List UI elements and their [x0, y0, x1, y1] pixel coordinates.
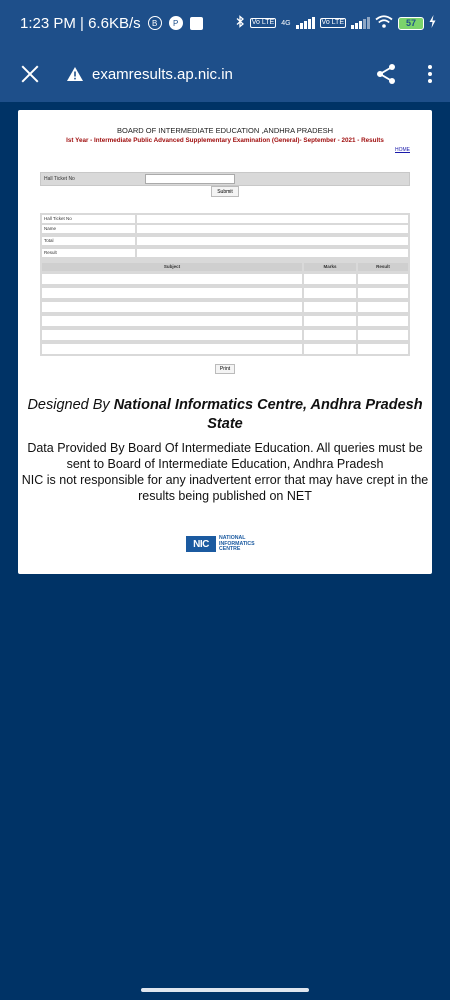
logo-line-1: NATIONAL — [219, 535, 246, 541]
logo-line-3: CENTRE — [219, 546, 241, 552]
browser-toolbar — [0, 46, 450, 102]
status-bar — [0, 0, 450, 46]
info-row — [42, 215, 408, 223]
info-label: Result — [42, 249, 135, 257]
nic-logo — [186, 536, 255, 553]
disclaimer-line-2: NIC is not responsible for any inadvertent error that may have crept in the results being published on NET — [21, 473, 429, 503]
home-link[interactable]: HOME — [395, 147, 410, 153]
result-header: Result — [358, 263, 408, 271]
designed-prefix: Designed By — [27, 397, 114, 413]
status-time: 1:23 PM | 6.6KB/s — [20, 14, 141, 32]
subject-header: Subject — [42, 263, 302, 271]
battery-icon: 57 — [398, 17, 424, 30]
notification-square-icon — [190, 17, 203, 30]
status-left — [20, 15, 203, 32]
bluetooth-icon — [236, 15, 245, 31]
warning-icon[interactable] — [66, 66, 84, 82]
p-circle-icon: P — [169, 16, 183, 30]
nic-logo-mark: NIC — [186, 536, 216, 552]
submit-button[interactable]: Submit — [211, 186, 239, 197]
info-value — [137, 225, 408, 233]
url-text[interactable]: examresults.ap.nic.in — [92, 65, 233, 83]
volte-tag-2: Vo LTE — [321, 19, 344, 26]
info-row — [42, 225, 408, 233]
close-icon[interactable] — [18, 62, 42, 86]
marks-table-header — [42, 263, 408, 271]
info-value — [137, 215, 408, 223]
b-circle-icon: B — [148, 16, 162, 30]
hall-ticket-label: Hall Ticket No — [44, 176, 75, 182]
status-right — [236, 15, 436, 31]
result-table — [40, 213, 410, 356]
hall-ticket-input[interactable] — [145, 174, 235, 184]
exam-title: Ist Year - Intermediate Public Advanced Supplementary Examination (General)- September - 2021 - Results — [66, 137, 384, 144]
table-row — [42, 288, 408, 298]
signal-icon — [296, 17, 315, 29]
net-4g-label: 4G — [281, 19, 291, 27]
info-label: Hall Ticket No — [42, 215, 135, 223]
table-row — [42, 274, 408, 284]
info-row — [42, 249, 408, 257]
marks-header: Marks — [304, 263, 356, 271]
info-label: Name — [42, 225, 135, 233]
table-row — [42, 330, 408, 340]
info-value — [137, 237, 408, 245]
hall-ticket-form — [40, 172, 410, 186]
nic-logo-text — [219, 536, 255, 553]
designed-by-text — [18, 396, 432, 434]
share-icon[interactable] — [374, 62, 398, 86]
logo-line-2: INFORMATICS — [219, 540, 255, 547]
table-row — [42, 316, 408, 326]
signal-icon-2 — [351, 17, 370, 29]
print-button[interactable]: Print — [215, 364, 235, 374]
results-page — [18, 110, 432, 574]
disclaimer-line-1: Data Provided By Board Of Intermediate Education. All queries must be sent to Board of Intermediate Education, Andhra Pradesh — [27, 441, 423, 471]
info-row — [42, 237, 408, 245]
info-value — [137, 249, 408, 257]
volte-tag: Vo LTE — [251, 19, 275, 26]
charging-icon — [429, 15, 436, 31]
designer-name: National Informatics Centre, Andhra Pradesh State — [113, 397, 423, 432]
more-vert-icon[interactable] — [428, 65, 432, 83]
gesture-home-bar[interactable] — [141, 988, 309, 992]
table-row — [42, 344, 408, 354]
table-row — [42, 302, 408, 312]
disclaimer-text — [18, 440, 432, 504]
info-label: Total — [42, 237, 135, 245]
board-title: BOARD OF INTERMEDIATE EDUCATION ,ANDHRA PRADESH — [117, 126, 333, 135]
wifi-icon — [375, 15, 393, 31]
